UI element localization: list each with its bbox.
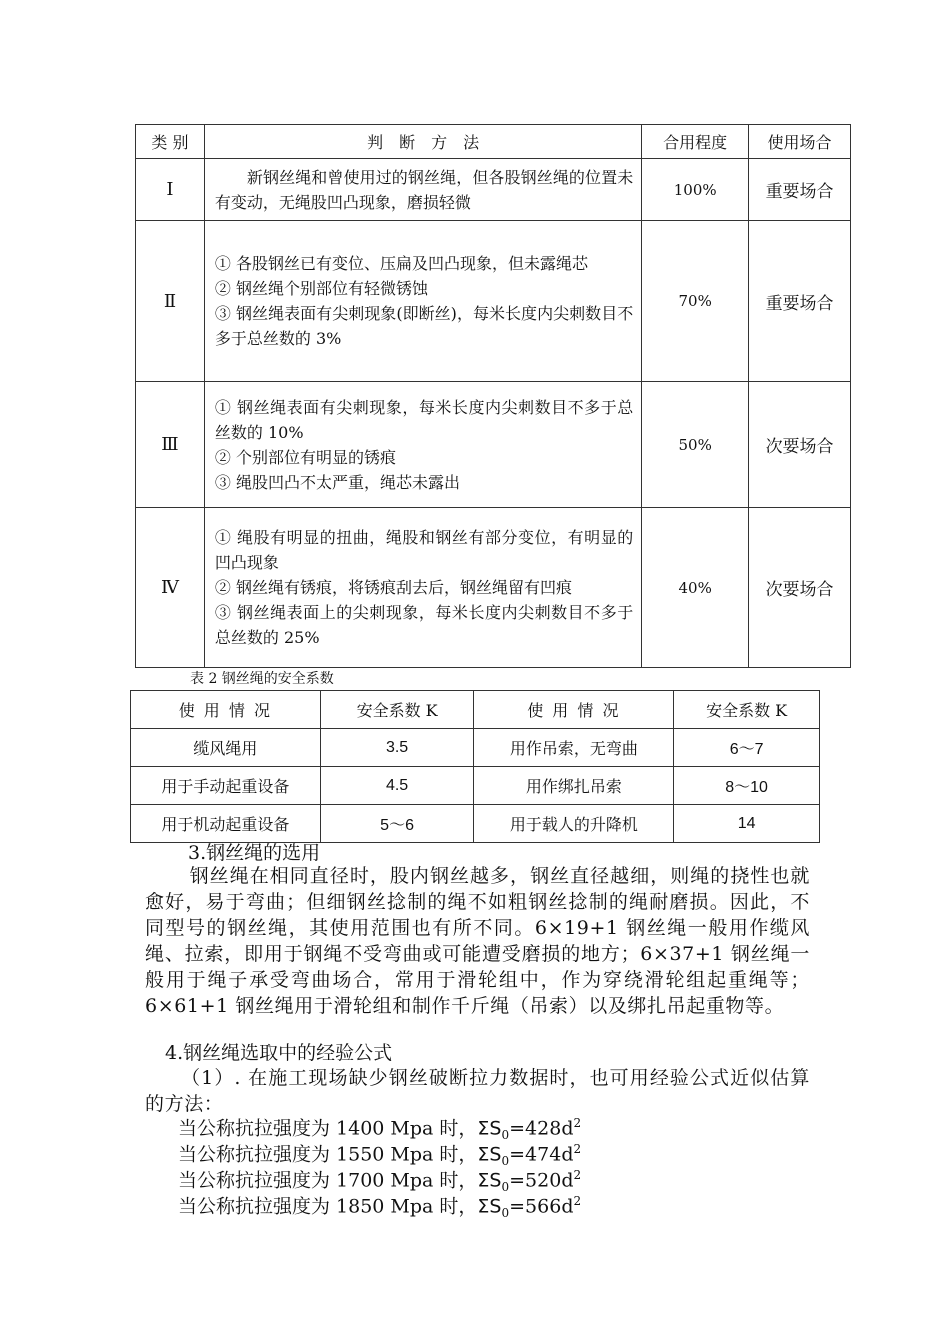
header-usage-condition: 使 用 情 况 [474, 691, 674, 729]
table-caption: 表 2 钢丝绳的安全系数 [190, 671, 334, 687]
header-degree: 合用程度 [642, 125, 749, 159]
header-method: 判 断 方 法 [204, 125, 641, 159]
factor-cell: 5～6 [320, 805, 474, 843]
description-line: ③ 钢丝绳表面有尖刺现象(即断丝)，每米长度内尖刺数目不多于总丝数的 3% [214, 304, 634, 348]
factor-cell: 3.5 [320, 729, 474, 767]
formula-prefix: 当公称抗拉强度为 1400 Mpa 时， [178, 1117, 478, 1140]
table-header-row [136, 125, 851, 159]
row-category: Ⅲ [136, 382, 205, 508]
formula-prefix: 当公称抗拉强度为 1850 Mpa 时， [178, 1195, 478, 1218]
description-line: 新钢丝绳和曾使用过的钢丝绳，但各股钢丝绳的位置未有变动，无绳股凹凸现象，磨损轻微 [214, 167, 634, 212]
section-paragraph: （1）. 在施工现场缺少钢丝破断拉力数据时，也可用经验公式近似估算的方法： [145, 1067, 810, 1115]
formula-prefix: 当公称抗拉强度为 1700 Mpa 时， [178, 1169, 478, 1192]
section-heading: 3.钢丝绳的选用 [188, 842, 321, 864]
formula-rhs: =428d [509, 1117, 574, 1140]
row-category: Ⅱ [136, 221, 205, 382]
header-safety-factor: 安全系数 K [320, 691, 474, 729]
description-line: ③ 钢丝绳表面上的尖刺现象，每米长度内尖刺数目不多于总丝数的 25% [214, 603, 634, 647]
header-usage-condition: 使 用 情 况 [131, 691, 321, 729]
row-degree: 40% [642, 508, 749, 668]
formula-subscript: 0 [501, 1206, 510, 1221]
description-line: ① 钢丝绳表面有尖刺现象，每米长度内尖刺数目不多于总丝数的 10% [214, 397, 634, 442]
formula-symbol: ΣS [477, 1143, 502, 1166]
usage-cell: 用于手动起重设备 [131, 767, 321, 805]
formula-superscript: 2 [573, 1168, 582, 1182]
formula-rhs: =566d [509, 1195, 574, 1218]
rope-condition-table [135, 124, 851, 668]
usage-cell: 用于载人的升降机 [474, 805, 674, 843]
formula-superscript: 2 [573, 1142, 582, 1156]
formula-prefix: 当公称抗拉强度为 1550 Mpa 时， [178, 1143, 478, 1166]
table-row [136, 159, 851, 221]
row-usage: 重要场合 [749, 221, 851, 382]
usage-cell: 缆风绳用 [131, 729, 321, 767]
formula-subscript: 0 [501, 1180, 510, 1195]
description-line: ① 绳股有明显的扭曲，绳股和钢丝有部分变位，有明显的凹凸现象 [214, 528, 634, 572]
formula-line [178, 1188, 581, 1226]
safety-factor-table [130, 690, 820, 843]
row-description [204, 159, 641, 221]
table-row [131, 767, 820, 805]
table-row [131, 805, 820, 843]
factor-cell: 14 [674, 805, 820, 843]
factor-cell: 8～10 [674, 767, 820, 805]
row-usage: 重要场合 [749, 159, 851, 221]
formula-symbol: ΣS [477, 1117, 502, 1140]
row-degree: 100% [642, 159, 749, 221]
usage-cell: 用于机动起重设备 [131, 805, 321, 843]
usage-cell: 用作绑扎吊索 [474, 767, 674, 805]
formula-symbol: ΣS [477, 1195, 502, 1218]
formula-rhs: =520d [509, 1169, 574, 1192]
formula-superscript: 2 [573, 1194, 582, 1208]
row-category: Ⅰ [136, 159, 205, 221]
table-row [136, 382, 851, 508]
header-usage: 使用场合 [749, 125, 851, 159]
header-category: 类 别 [136, 125, 205, 159]
usage-cell: 用作吊索，无弯曲 [474, 729, 674, 767]
formula-symbol: ΣS [477, 1169, 502, 1192]
formula-rhs: =474d [509, 1143, 574, 1166]
row-degree: 50% [642, 382, 749, 508]
factor-cell: 6～7 [674, 729, 820, 767]
table-row [136, 221, 851, 382]
table-row [131, 729, 820, 767]
formula-subscript: 0 [501, 1154, 510, 1169]
description-line: ③ 绳股凹凸不太严重，绳芯未露出 [214, 472, 460, 492]
formula-superscript: 2 [573, 1116, 582, 1130]
formula-subscript: 0 [501, 1128, 510, 1143]
section-heading: 4.钢丝绳选取中的经验公式 [165, 1042, 393, 1064]
row-usage: 次要场合 [749, 382, 851, 508]
description-line: ② 个别部位有明显的锈痕 [214, 447, 396, 467]
description-line: ② 钢丝绳个别部位有轻微锈蚀 [214, 279, 428, 298]
table-row [136, 508, 851, 668]
row-description [204, 382, 641, 508]
row-usage: 次要场合 [749, 508, 851, 668]
table-header-row [131, 691, 820, 729]
row-description [204, 221, 641, 382]
description-line: ① 各股钢丝已有变位、压扁及凹凸现象，但未露绳芯 [214, 254, 588, 273]
row-category: Ⅳ [136, 508, 205, 668]
row-degree: 70% [642, 221, 749, 382]
factor-cell: 4.5 [320, 767, 474, 805]
header-safety-factor: 安全系数 K [674, 691, 820, 729]
row-description [204, 508, 641, 668]
section-paragraph: 钢丝绳在相同直径时，股内钢丝越多，钢丝直径越细，则绳的挠性也就愈好，易于弯曲；但细钢丝捻制的绳不如粗钢丝捻制的绳耐磨损。因此，不同型号的钢丝绳，其使用范围也有所不同。6×19+1 钢丝绳一般用作缆风绳、拉索，即用于钢绳不受弯曲或可能遭受磨损的地方；6×37+1 钢丝绳一般用于绳子承受弯曲场合，常用于滑轮组中，作为穿绕滑轮组起重绳等；6×61+1 钢丝绳用于滑轮组和制作千斤绳（吊索）以及绑扎吊起重物等。 [145, 865, 810, 1017]
description-line: ② 钢丝绳有锈痕，将锈痕刮去后，钢丝绳留有凹痕 [214, 578, 572, 597]
